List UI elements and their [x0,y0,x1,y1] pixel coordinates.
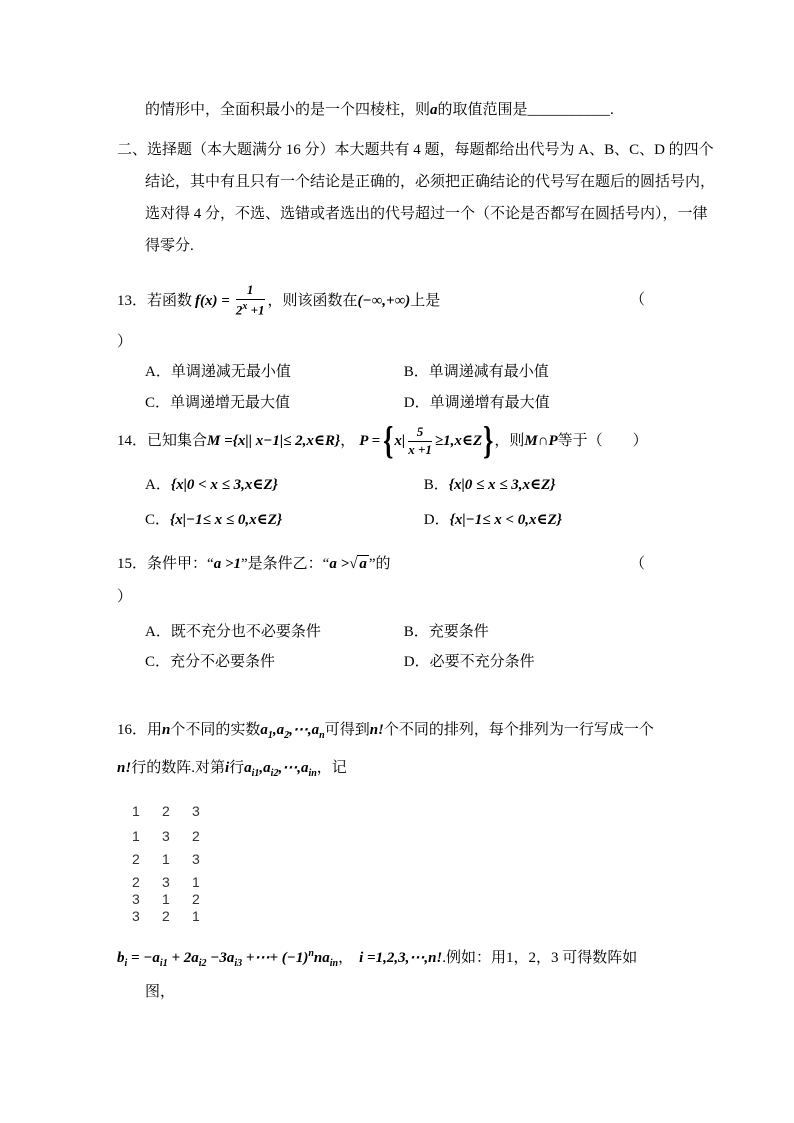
q15-pre: 条件甲：“ [147,556,214,572]
q13-option-b [404,363,549,382]
q15-mid: ”是条件乙：“ [241,556,330,572]
formula-sub: i2 [198,958,207,969]
q13-options-row-1 [145,363,549,382]
q16-n-factorial-2: n! [117,760,132,776]
option-label: D． [423,512,450,528]
q15-option-a [145,623,400,642]
seq-sub: 1 [267,730,273,741]
q14-brace-close: } [483,418,494,462]
fill-in-suffix: 的取值范围是 [437,102,528,118]
option-text: {x|0 < x ≤ 3,x∈Z} [170,477,278,493]
matrix-cell: 3 [162,874,170,890]
seq-sub: n [319,730,325,741]
q15-paren-open: （ [630,556,646,572]
option-label: B． [423,477,449,493]
q13-frac-numerator: 1 [236,283,265,300]
q13-option-a [145,363,400,382]
q16-number: 16． [117,722,148,738]
matrix-row [132,851,222,867]
question-15-stem [117,555,677,574]
option-text: {x|−1≤ x ≤ 0,x∈Z} [170,512,283,528]
section2-instructions-3: 选对得 4 分，不选、选错或者选出的代号超过一个（不论是否都写在圆括号内），一律 [145,206,708,222]
q14-option-d [424,511,562,530]
q13-interval: (−∞,+∞) [357,292,411,309]
matrix-row [132,874,222,890]
q15-option-b [404,623,489,642]
q15-option-d [404,653,535,672]
q13-den-base: 2 [235,302,243,318]
q14-frac-denominator: x +1 [408,441,432,457]
q14-set-m: M ={x|| x−1|≤ 2,x∈R} [207,432,341,449]
q13-fraction [236,283,265,318]
q16-text-7: ，记 [316,760,347,776]
matrix-cell: 1 [192,908,200,924]
option-label: D． [403,395,430,411]
formula-part: + 2a [167,950,199,966]
option-text: 充要条件 [428,624,489,640]
fill-in-prefix: 的情形中，全面积最小的是一个四棱柱，则 [145,102,431,118]
q13-options-row-2 [145,394,550,413]
q15-option-c [145,653,400,672]
formula-b-sub: i [124,958,128,969]
q16-var-i: i [224,760,230,776]
q14-post: 等于（ ） [557,432,648,449]
q14-fraction [408,425,432,458]
seq-sub: i1 [251,768,260,779]
matrix-row [132,828,222,844]
matrix-cell: 1 [132,828,140,844]
formula-part: na [313,950,330,966]
q16-tail: .例如：用1，2，3 可得数阵如 [442,950,638,966]
q13-function: f(x) = [195,292,230,309]
q16-text-2: 个不同的实数 [170,722,261,738]
q15-options-row-2 [145,653,535,672]
matrix-cell: 2 [132,874,140,890]
q16-text-1: 用 [147,722,163,738]
formula-b: b [117,950,125,966]
q16-i-range: i =1,2,3,⋯,n! [359,950,443,966]
q16-text-6: 行 [229,760,245,776]
section2-instructions-2: 结论，其中有且只有一个结论是正确的，必须把正确结论的代号写在题后的圆括号内， [145,174,716,190]
matrix-cell: 3 [192,851,200,867]
option-label: C． [145,512,171,528]
fill-in-period: . [610,102,614,118]
q15-paren-close: ） [117,589,133,605]
matrix-cell: 1 [162,891,170,907]
q16-permutation-matrix [132,803,242,928]
matrix-cell: 1 [132,803,140,819]
seq-base: ,⋯,a [278,760,309,776]
matrix-cell: 2 [192,891,200,907]
q13-post: 上是 [410,292,441,309]
q13-pre: 若函数 [147,292,193,309]
q14-p-name: P = [359,432,381,449]
q15-sqrt-symbol: √ [349,556,358,572]
section2-instructions-4: 得零分. [145,238,194,254]
q15-sqrt-argument: a [359,556,367,572]
answer-blank: ___________ [527,102,611,118]
q16-var-n: n [162,722,171,738]
q14-mid: ，则 [494,432,525,449]
q14-p-var: x| [394,432,406,449]
q14-options-row-1 [145,476,556,495]
matrix-cell: 2 [132,851,140,867]
option-label: D． [403,654,430,670]
q13-paren-open: （ [630,292,646,308]
matrix-cell: 3 [132,891,140,907]
formula-part: = −a [127,950,160,966]
q13-den-rest: +1 [247,302,265,318]
q13-option-c [145,394,400,413]
q14-comma: ， [340,432,356,449]
q14-option-c [145,511,420,530]
option-text: {x|−1≤ x < 0,x∈Z} [449,512,562,528]
seq-base: ,a [259,760,271,776]
option-text: 单调递减无最小值 [170,364,291,380]
q16-text-4: 个不同的排列，每个排列为一行写成一个 [383,722,654,738]
option-label: A． [145,624,171,640]
formula-sub: i1 [159,958,168,969]
q16-n-factorial-1: n! [369,722,384,738]
fill-in-line [145,101,614,120]
q16-sequence-1 [260,722,325,741]
option-label: C． [145,395,171,411]
option-text: 单调递增有最大值 [429,395,550,411]
option-text: 单调递增无最大值 [170,395,291,411]
question-13-stem [117,281,677,321]
q15-condition-1: a >1 [213,556,241,572]
q15-condition-2: a > [329,556,350,572]
q16-text-5: 行的数阵.对第 [131,760,225,776]
q16-text-3: 可得到 [324,722,370,738]
q14-option-b [424,476,556,495]
q14-m-cap-p: M∩P [524,432,558,449]
q16-formula-line [117,944,637,973]
q13-option-d [404,394,550,413]
q14-p-condition: ≥1,x∈Z [434,432,483,449]
formula-part: −3a [206,950,235,966]
question-16-stem-line-2 [117,759,347,783]
q13-number: 13． [117,292,148,309]
option-text: 充分不必要条件 [170,654,276,670]
option-text: {x|0 ≤ x ≤ 3,x∈Z} [448,477,556,493]
option-label: B． [403,624,429,640]
matrix-cell: 3 [162,828,170,844]
question-14-stem [117,419,717,463]
q15-options-row-1 [145,623,489,642]
seq-base: ,a [272,722,285,738]
seq-sub: in [308,768,317,779]
seq-sub: i2 [270,768,279,779]
q16-sequence-2 [244,760,317,779]
formula-part: +⋯+ (−1) [242,950,309,966]
matrix-cell: 2 [162,908,170,924]
matrix-cell: 2 [162,803,170,819]
q16-formula-comma: ， [338,950,354,966]
option-text: 既不充分也不必要条件 [170,624,321,640]
q13-paren-close: ） [117,334,133,350]
q14-option-a [145,476,420,495]
section2-header: 二、选择题（本大题满分 16 分）本大题共有 4 题，每题都给出代号为 A、B、C、D 的四个 [117,142,714,158]
option-text: 必要不充分条件 [429,654,535,670]
matrix-cell: 1 [162,851,170,867]
formula-exponent: n [308,948,314,959]
q14-pre: 已知集合 [147,432,208,449]
matrix-cell: 3 [132,908,140,924]
q13-frac-denominator [236,300,265,318]
matrix-row [132,891,222,907]
q14-frac-numerator: 5 [408,425,432,442]
q14-brace-open: { [383,418,394,462]
option-text: 单调递减有最小值 [428,364,549,380]
q16-formula [117,948,339,969]
seq-sub: 2 [284,730,290,741]
q16-last-line: 图， [145,984,176,1000]
matrix-row [132,803,222,819]
option-label: A． [145,477,171,493]
question-16-stem-line-1 [117,721,654,745]
matrix-cell: 1 [192,874,200,890]
q13-den-exponent: x [242,301,248,313]
seq-base: a [260,722,268,738]
seq-base: a [244,760,252,776]
q14-options-row-2 [145,511,562,530]
q15-number: 15． [117,556,148,572]
option-label: B． [403,364,429,380]
matrix-row [132,908,222,924]
q13-mid: ，则该函数在 [267,292,358,309]
matrix-cell: 3 [192,803,200,819]
var-a: a [430,102,438,118]
formula-sub: i3 [234,958,243,969]
q15-post: ”的 [368,556,391,572]
q14-number: 14． [117,432,148,449]
option-label: C． [145,654,171,670]
seq-base: ,⋯,a [289,722,320,738]
option-label: A． [145,364,171,380]
matrix-cell: 2 [192,828,200,844]
formula-sub: in [329,958,339,969]
